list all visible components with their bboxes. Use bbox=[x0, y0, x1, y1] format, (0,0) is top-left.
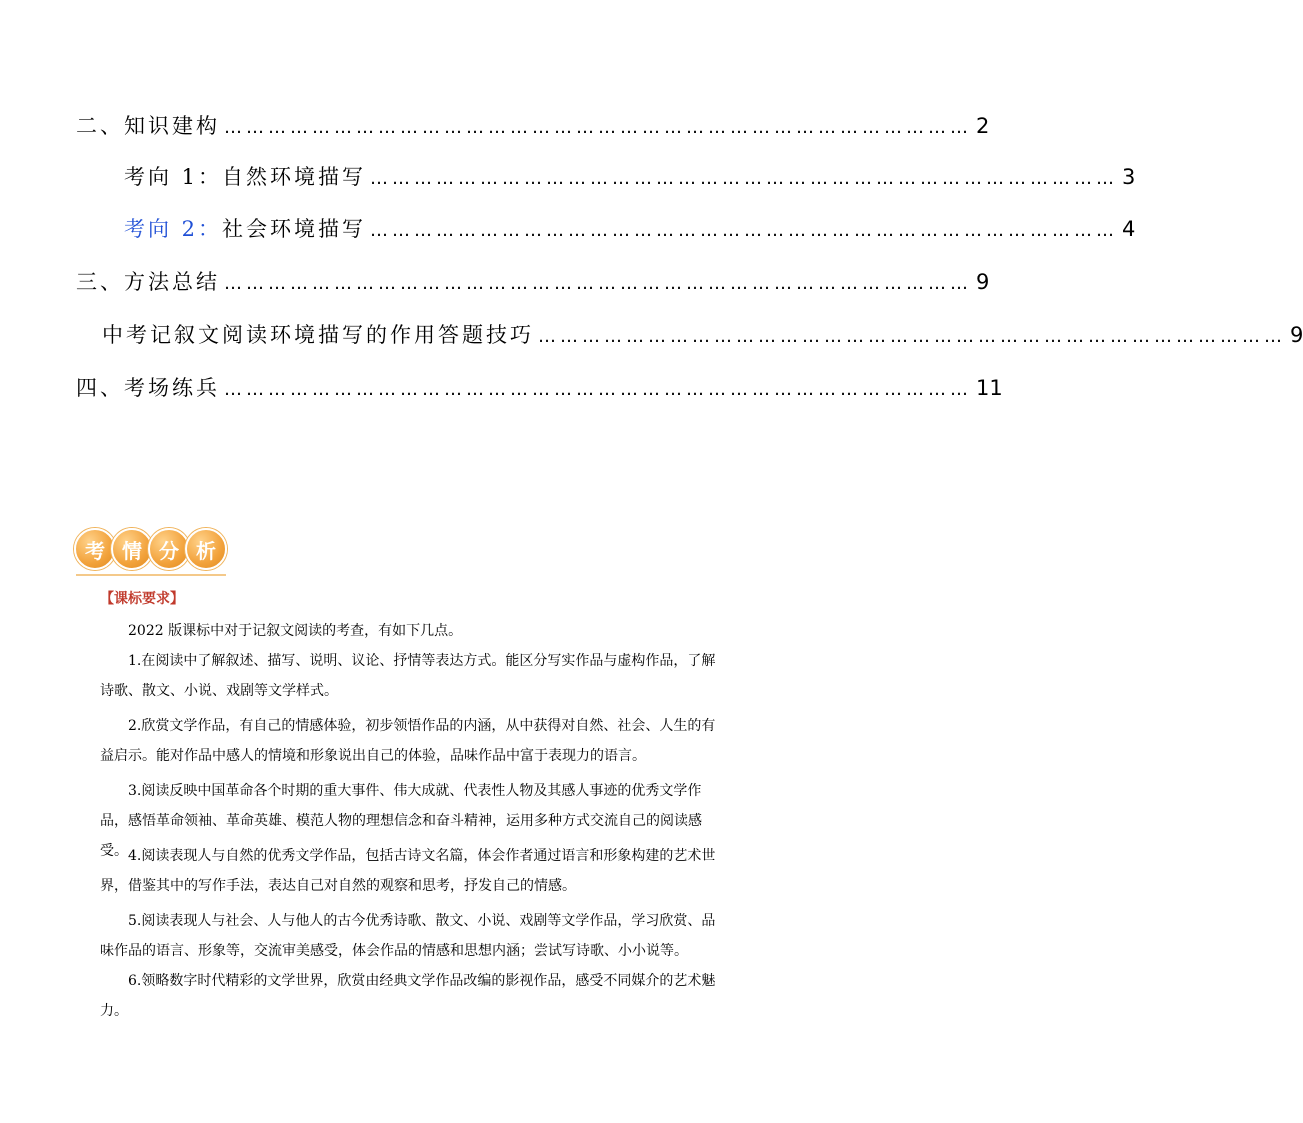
toc-entry-practice[interactable] bbox=[76, 372, 1003, 402]
toc-page-number: 3 bbox=[1122, 165, 1136, 189]
toc-page-number: 2 bbox=[976, 114, 990, 138]
requirement-item-1: 1.在阅读中了解叙述、描写、说明、议论、抒情等表达方式。能区分写实作品与虚构作品，了解诗歌、散文、小说、戏剧等文学样式。 bbox=[100, 653, 716, 699]
toc-leader-dots: ………………………………………………………………………………………… bbox=[224, 117, 972, 138]
toc-entry-title: 四、考场练兵 bbox=[76, 376, 220, 400]
toc-entry-prefix: 考向 2： bbox=[124, 217, 223, 241]
toc-page-number: 9 bbox=[1290, 323, 1303, 347]
toc-entry-title: 考向 1：自然环境描写 bbox=[124, 165, 367, 189]
toc-leader-dots: ………………………………………………………………………………………… bbox=[224, 273, 972, 294]
toc-page-number: 11 bbox=[976, 376, 1003, 400]
requirement-item-3: 3.阅读反映中国革命各个时期的重大事件、伟大成就、代表性人物及其感人事迹的优秀文学作品，感悟革命领袖、革命英雄、模范人物的理想信念和奋斗精神，运用多种方式交流自己的阅读感受。 bbox=[100, 783, 702, 859]
requirement-item-4: 4.阅读表现人与自然的优秀文学作品，包括古诗文名篇，体会作者通过语言和形象构建的艺术世界，借鉴其中的写作手法，表达自己对自然的观察和思考，抒发自己的情感。 bbox=[100, 848, 716, 894]
toc-leader-dots: ………………………………………………………………………………………… bbox=[370, 168, 1119, 189]
toc-page-number: 9 bbox=[976, 270, 990, 294]
badge-underline bbox=[76, 574, 226, 576]
toc-entry-title: 二、知识建构 bbox=[76, 114, 220, 138]
toc-entry-social[interactable] bbox=[124, 213, 1136, 243]
toc-entry-natural[interactable] bbox=[124, 161, 1136, 191]
badge-char: 析 bbox=[185, 528, 227, 570]
toc-entry-prefix: 考向 1： bbox=[124, 165, 223, 189]
requirement-item-6: 6.领略数字时代精彩的文学世界，欣赏由经典文学作品改编的影视作品，感受不同媒介的艺术魅力。 bbox=[100, 973, 716, 1019]
requirements-intro: 2022 版课标中对于记叙文阅读的考查，有如下几点。 bbox=[128, 623, 463, 639]
toc-entry-title: 中考记叙文阅读环境描写的作用答题技巧 bbox=[102, 323, 534, 347]
toc-entry-technique[interactable] bbox=[102, 319, 1303, 349]
toc-entry-method[interactable] bbox=[76, 266, 990, 296]
toc-page-number: 4 bbox=[1122, 217, 1136, 241]
requirements-title: 【课标要求】 bbox=[100, 591, 184, 607]
toc-leader-dots: ………………………………………………………………………………………… bbox=[224, 379, 972, 400]
toc-entry-title: 考向 2：社会环境描写 bbox=[124, 217, 367, 241]
toc-leader-dots: ………………………………………………………………………………………… bbox=[370, 220, 1119, 241]
exam-analysis-badge bbox=[74, 526, 234, 578]
toc-entry-knowledge[interactable] bbox=[76, 110, 990, 140]
toc-leader-dots: ………………………………………………………………………………………… bbox=[538, 326, 1286, 347]
badge-char: 分 bbox=[148, 528, 190, 570]
badge-char: 考 bbox=[74, 528, 116, 570]
requirement-item-5: 5.阅读表现人与社会、人与他人的古今优秀诗歌、散文、小说、戏剧等文学作品，学习欣赏、品味作品的语言、形象等，交流审美感受，体会作品的情感和思想内涵；尝试写诗歌、小小说等。 bbox=[100, 913, 716, 959]
toc-entry-title: 三、方法总结 bbox=[76, 270, 220, 294]
requirement-item-2: 2.欣赏文学作品，有自己的情感体验，初步领悟作品的内涵，从中获得对自然、社会、人生的有益启示。能对作品中感人的情境和形象说出自己的体验，品味作品中富于表现力的语言。 bbox=[100, 718, 716, 764]
badge-char: 情 bbox=[111, 528, 153, 570]
